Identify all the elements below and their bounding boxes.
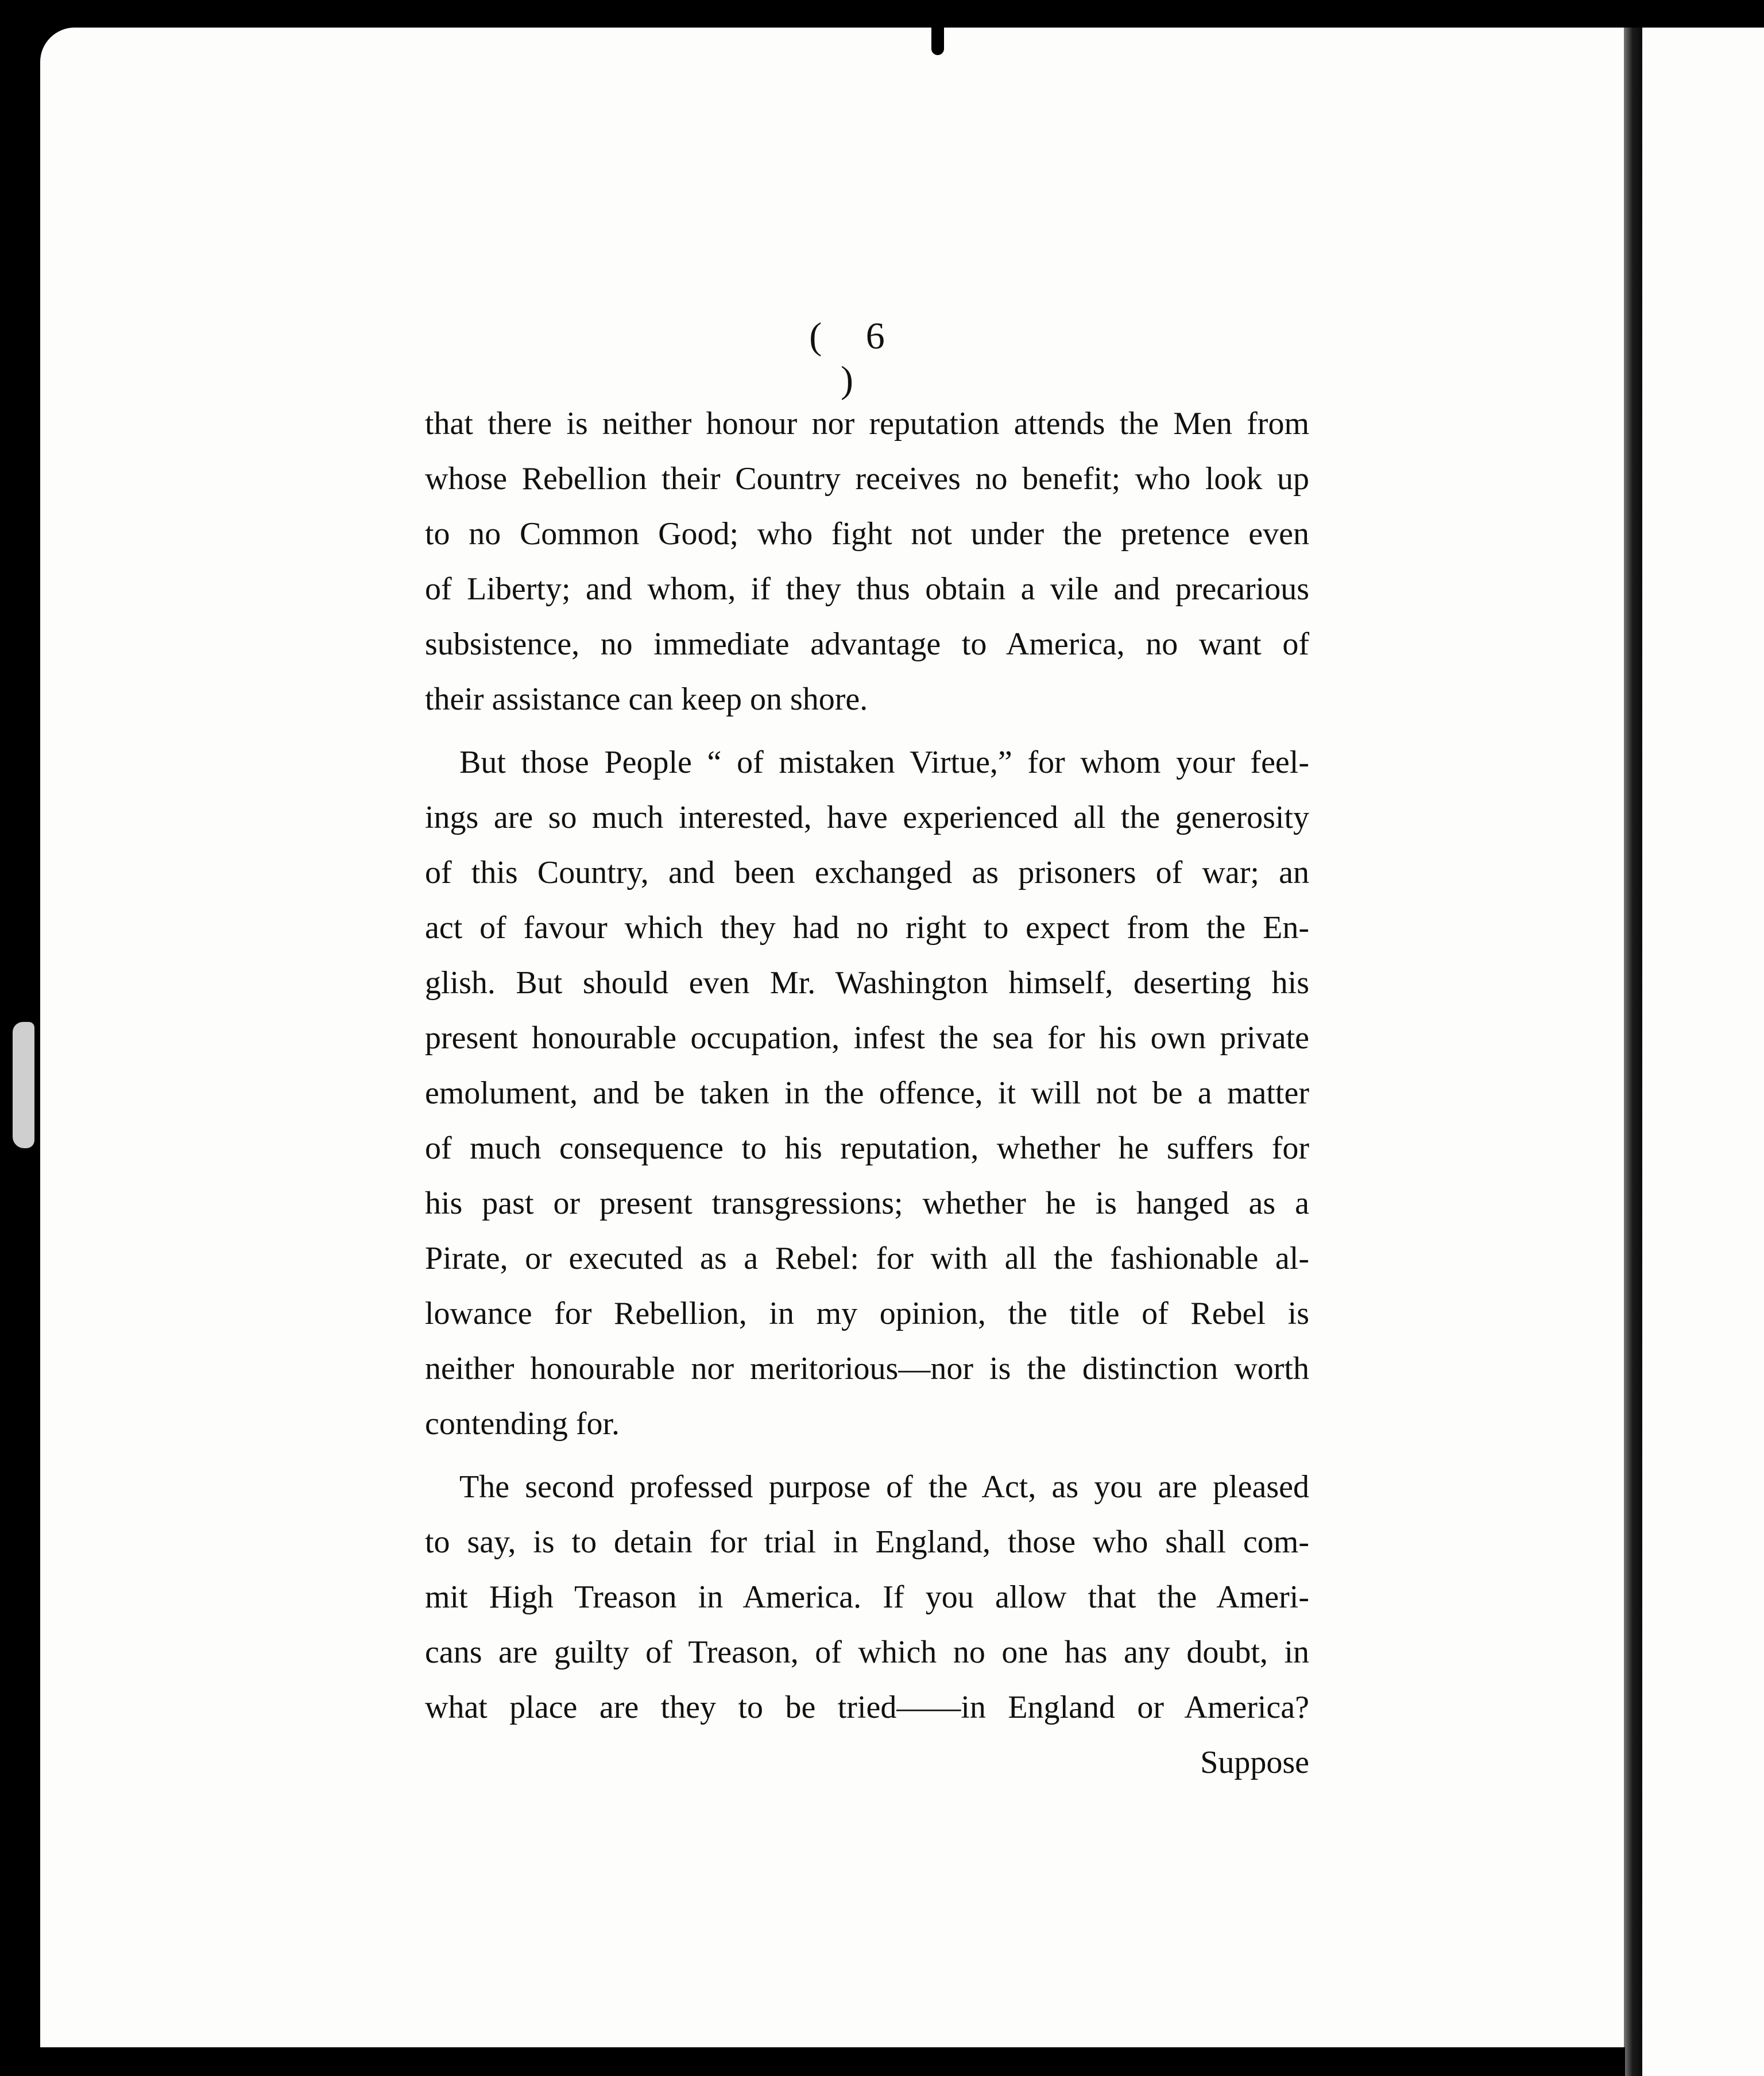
text-line: act of favour which they had no right to expect from the En- [425,910,1309,946]
page-number: ( 6 ) [809,315,902,401]
paragraph-gap [425,1451,1309,1459]
text-line: But those People “ of mistaken Virtue,” for whom your feel- [459,745,1309,780]
catchword: Suppose [1200,1745,1309,1780]
text-line: of this Country, and been exchanged as prisoners of war; an [425,855,1309,890]
text-line: Pirate, or executed as a Rebel: for with all the fashionable al- [425,1241,1309,1276]
text-line: of much consequence to his reputation, whether he suffers for [425,1130,1309,1166]
text-line: neither honourable nor meritorious—nor is the distinction worth [425,1351,1309,1386]
text-line: their assistance can keep on shore. [425,681,868,717]
text-line: glish. But should even Mr. Washington himself, deserting his [425,965,1309,1001]
text-line: ings are so much interested, have experienced all the generosity [425,800,1309,835]
text-line: what place are they to be tried——in England or America? [425,1690,1309,1725]
text-line: The second professed purpose of the Act, as you are pleased [459,1469,1309,1505]
text-line: present honourable occupation, infest the sea for his own private [425,1020,1309,1056]
text-line: lowance for Rebellion, in my opinion, the title of Rebel is [425,1296,1309,1331]
text-line: that there is neither honour nor reputation attends the Men from [425,406,1309,441]
text-line: to no Common Good; who fight not under the pretence even [425,516,1309,552]
text-line: of Liberty; and whom, if they thus obtain a vile and precarious [425,571,1309,607]
scan-bottom-edge [40,2047,1625,2076]
text-line: his past or present transgressions; whether he is hanged as a [425,1186,1309,1221]
text-line: subsistence, no immediate advantage to America, no want of [425,626,1309,662]
text-line: mit High Treason in America. If you allow that the Ameri- [425,1579,1309,1615]
binding-clip-mark [13,1022,34,1148]
book-gutter [1624,28,1643,2076]
text-line: to say, is to detain for trial in England, those who shall com- [425,1524,1309,1560]
text-line: emolument, and be taken in the offence, it will not be a matter [425,1075,1309,1111]
text-line: cans are guilty of Treason, of which no one has any doubt, in [425,1635,1309,1670]
page-top-nick [931,28,944,55]
paragraph-gap [425,727,1309,735]
body-text [425,396,1309,1790]
text-line: contending for. [425,1406,620,1442]
text-line: whose Rebellion their Country receives no benefit; who look up [425,461,1309,497]
facing-page-edge [1642,28,1764,2076]
